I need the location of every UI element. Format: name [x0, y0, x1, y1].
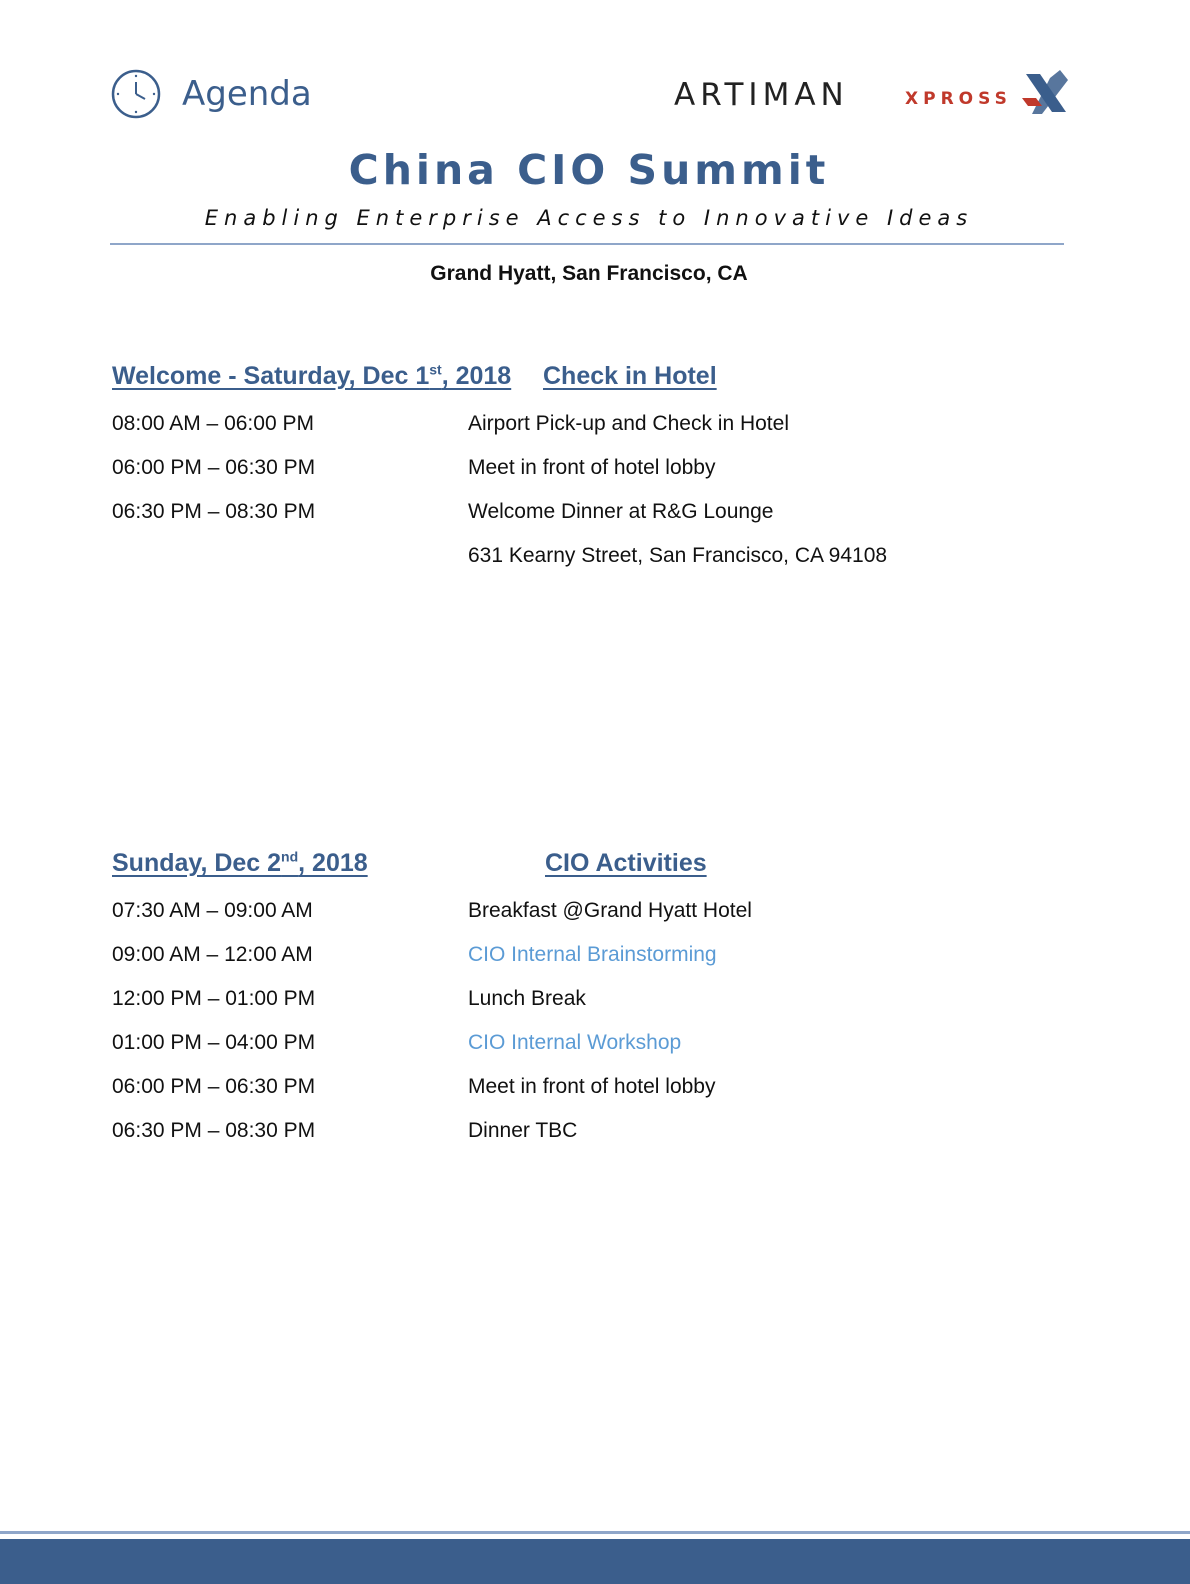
day-1-row-2-activity: Meet in front of hotel lobby: [468, 456, 716, 479]
day-1-row-1-activity: Airport Pick-up and Check in Hotel: [468, 412, 789, 435]
day-2-date-prefix: Sunday, Dec 2: [112, 849, 282, 877]
artiman-logo: ARTIMAN: [674, 77, 849, 113]
day-2-row-4-activity: CIO Internal Workshop: [468, 1031, 682, 1054]
day-1-row-3-time: 06:30 PM – 08:30 PM: [112, 500, 316, 523]
day-1-row-3-activity: Welcome Dinner at R&G Lounge: [468, 500, 774, 523]
day-1-row-2-time: 06:00 PM – 06:30 PM: [112, 456, 316, 479]
day-2-date-suffix: nd: [281, 848, 299, 865]
day-2-row-3-activity: Lunch Break: [468, 987, 586, 1010]
day-2-row-1-time: 07:30 AM – 09:00 AM: [112, 899, 313, 922]
xpross-logo-icon: [1020, 68, 1072, 120]
venue: Grand Hyatt, San Francisco, CA: [430, 262, 748, 285]
page-subtitle: Enabling Enterprise Access to Innovative Ideas: [204, 206, 974, 230]
day-1-row-1-time: 08:00 AM – 06:00 PM: [112, 412, 314, 435]
footer-bar: [0, 1539, 1190, 1584]
day-2-row-5-time: 06:00 PM – 06:30 PM: [112, 1075, 316, 1098]
day-2-row-4-time: 01:00 PM – 04:00 PM: [112, 1031, 316, 1054]
title-divider: [110, 243, 1064, 245]
day-2-row-2-time: 09:00 AM – 12:00 AM: [112, 943, 313, 966]
day-2-row-3-time: 12:00 PM – 01:00 PM: [112, 987, 316, 1010]
xpross-logo-text: XPROSS: [905, 89, 1012, 109]
day-2-row-1-activity: Breakfast @Grand Hyatt Hotel: [468, 899, 752, 922]
day-1-theme-heading: Check in Hotel: [543, 362, 717, 390]
clock-icon: [110, 68, 162, 120]
day-2-theme-heading: CIO Activities: [545, 849, 707, 877]
page-title: China CIO Summit: [348, 146, 830, 194]
day-2-row-2-activity: CIO Internal Brainstorming: [468, 943, 717, 966]
day-2-row-6-time: 06:30 PM – 08:30 PM: [112, 1119, 316, 1142]
day-1-row-4-activity: 631 Kearny Street, San Francisco, CA 94108: [468, 544, 888, 567]
day-2-row-6-activity: Dinner TBC: [468, 1119, 578, 1142]
day-2-date-year: , 2018: [298, 849, 368, 877]
day-2-date-heading: [112, 849, 368, 878]
agenda-label: Agenda: [182, 74, 312, 114]
footer-rule: [0, 1531, 1190, 1534]
day-1-date-heading: [112, 362, 511, 391]
day-1-date-year: , 2018: [441, 362, 512, 390]
day-1-date-prefix: Welcome - Saturday, Dec 1: [112, 362, 430, 390]
day-2-row-5-activity: Meet in front of hotel lobby: [468, 1075, 716, 1098]
day-1-date-suffix: st: [429, 361, 442, 378]
